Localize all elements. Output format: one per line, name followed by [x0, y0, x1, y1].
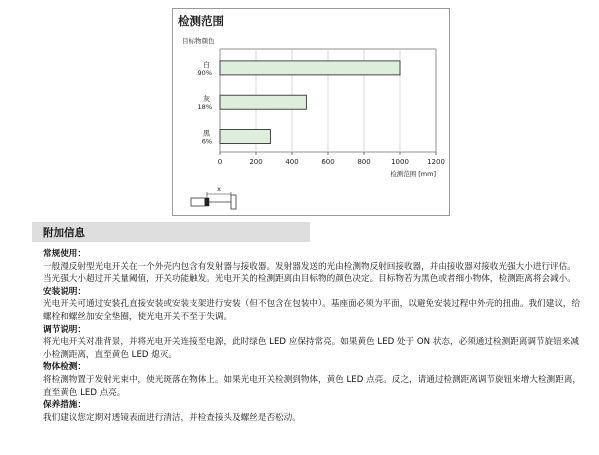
- info-body: [43, 248, 583, 424]
- chart-title: 检测范围: [178, 14, 224, 28]
- x-tick-label: 0: [217, 158, 223, 166]
- category-reflectance: 6%: [201, 137, 212, 146]
- category-reflectance: 90%: [197, 68, 212, 77]
- category-label: 白: [203, 60, 210, 69]
- category-label: 黑: [203, 129, 210, 138]
- heading-installation: 安装说明：: [43, 286, 86, 297]
- chart-canvas: [173, 9, 449, 215]
- target-object: [231, 195, 236, 209]
- x-tick-label: 800: [357, 158, 371, 166]
- paragraph-installation: 光电开关可通过安装孔直接安装或安装支架进行安装（但不包含在包装中）。基座面必须为平面，以避免安装过程中外壳的扭曲。我们建议，给螺栓和螺丝加安全垫圈，使光电开关不至于失调。: [43, 299, 581, 322]
- section-header: [32, 222, 310, 242]
- section-title: 附加信息: [43, 227, 85, 239]
- sensor-body: [191, 198, 205, 206]
- heading-object-detection: 物体检测：: [43, 362, 86, 373]
- heading-general-use: 常规使用：: [43, 249, 86, 259]
- y-axis-label: 目标物颜色: [182, 37, 215, 45]
- category-reflectance: 18%: [197, 103, 212, 112]
- heading-maintenance: 保养措施：: [43, 400, 86, 411]
- dimension-label: x: [217, 185, 221, 193]
- sensor-lens: [205, 198, 209, 206]
- x-axis-label: 检测范围 [mm]: [390, 170, 436, 178]
- x-tick-label: 200: [249, 158, 263, 166]
- x-tick-label: 400: [285, 158, 299, 166]
- bar-1: [220, 61, 400, 75]
- paragraph-object-detection: 将检测物置于发射光束中，使光斑落在物体上。如果光电开关检测到物体，黄色 LED 点亮。反之，请通过检测距离调节旋钮来增大检测距离，直至黄色 LED 点亮。: [43, 374, 581, 398]
- heading-adjustment: 调节说明：: [43, 324, 86, 335]
- x-tick-label: 600: [321, 158, 335, 166]
- paragraph-general-use: 一般漫反射型光电开关在一个外壳内包含有发射器与接收器。发射器发送的光由检测物反射回接收器，并由接收器对接收光强大小进行评估。当光强大小超过开关量阈值，开关功能触发。光电开关的检测距离由目标物的颜色决定。目标物若为黑色或者细小物体，检测距离将会减小。: [43, 261, 576, 285]
- paragraph-adjustment: 将光电开关对准背景，并将光电开关连接至电源，此时绿色 LED 应保持常亮。如果黄色 LED 处于 ON 状态，必须通过检测距离调节旋钮来减小检测距离，直至黄色 LED 熄灭。: [43, 337, 579, 360]
- x-tick-label: 1200: [427, 158, 445, 166]
- paragraph-maintenance: 我们建议您定期对透镜表面进行清洁，并检查接头及螺丝是否松动。: [43, 412, 301, 423]
- bar-2: [220, 95, 306, 109]
- detection-range-chart: [172, 8, 450, 216]
- bar-3: [220, 130, 270, 144]
- category-label: 灰: [203, 95, 210, 104]
- x-tick-label: 1000: [391, 158, 409, 166]
